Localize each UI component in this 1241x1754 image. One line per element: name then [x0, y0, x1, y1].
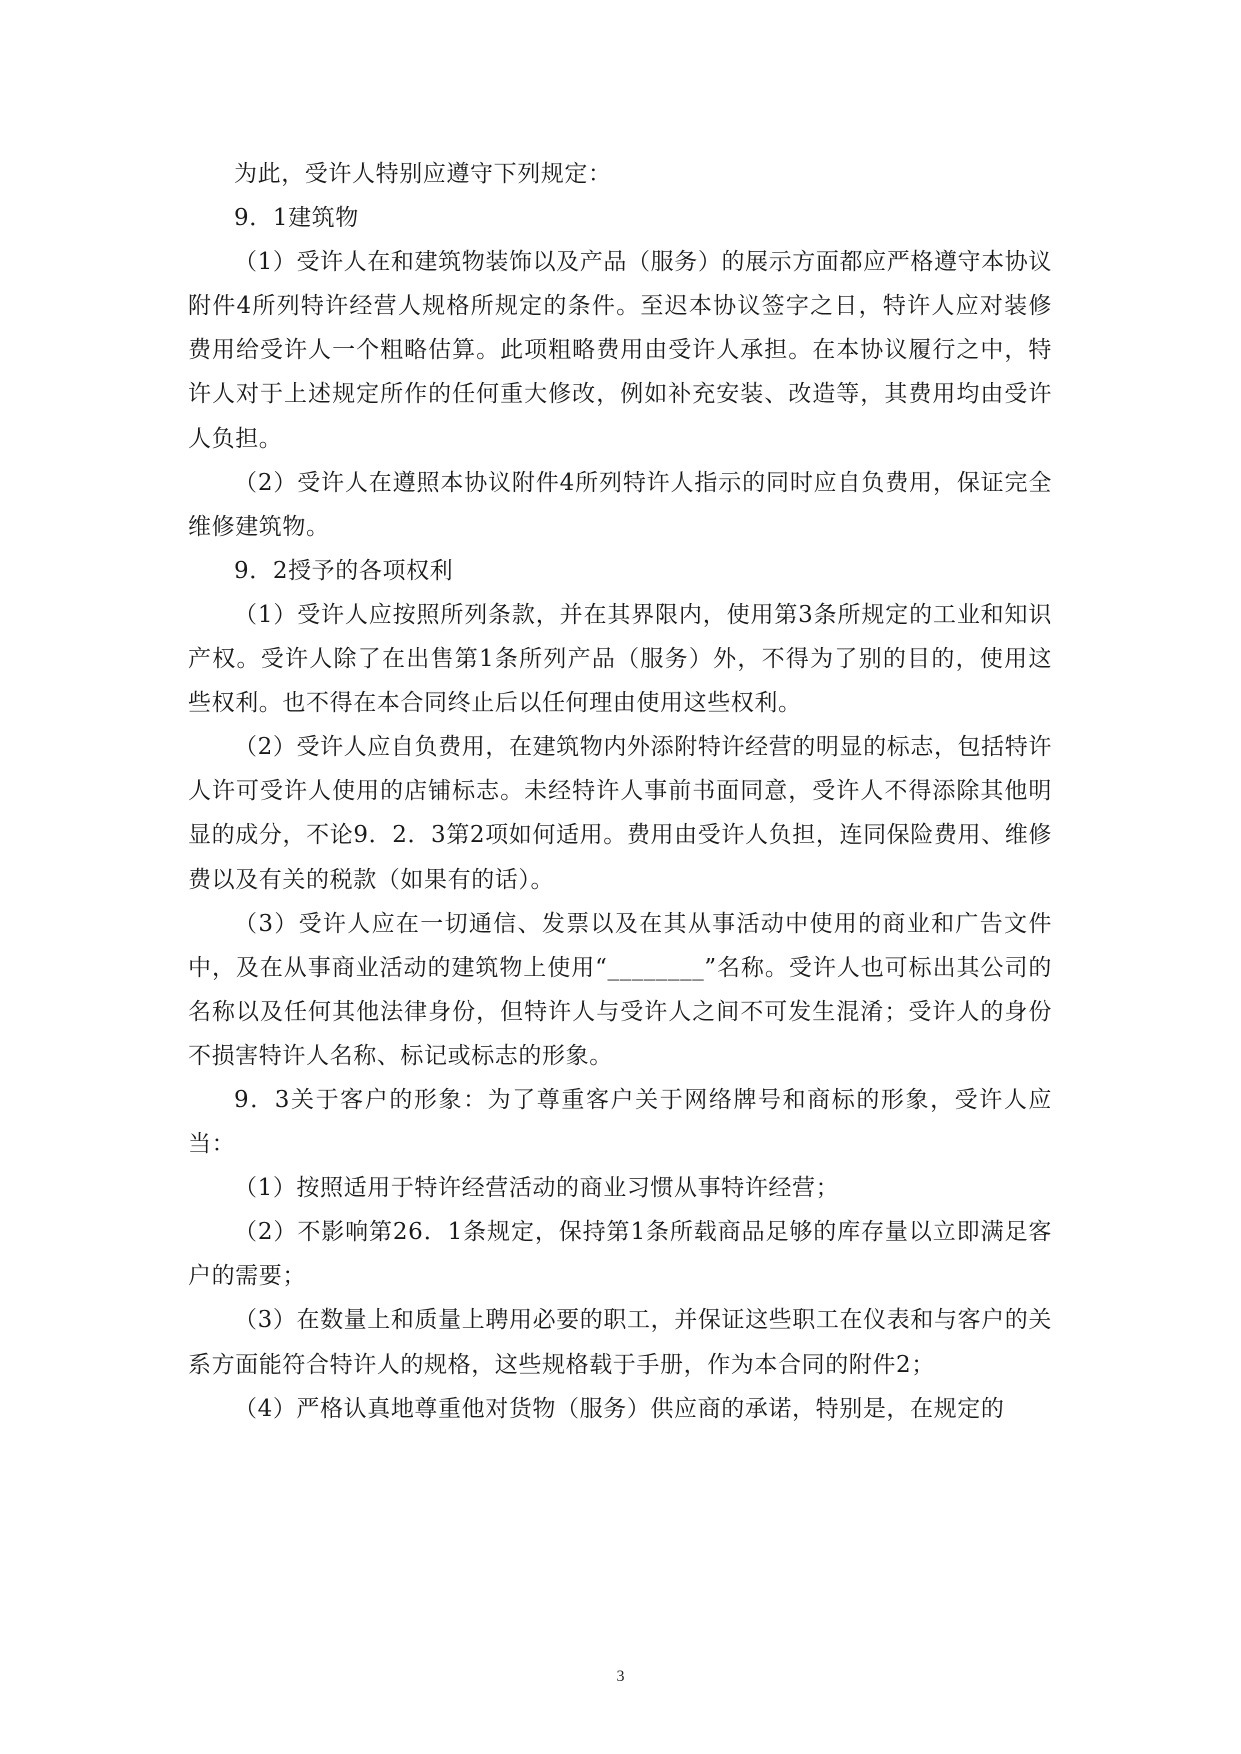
paragraph: （1）按照适用于特许经营活动的商业习惯从事特许经营；	[234, 1175, 840, 1202]
paragraph: （4）严格认真地尊重他对货物（服务）供应商的承诺，特别是，在规定的	[234, 1395, 1005, 1422]
paragraph: （1）受许人在和建筑物装饰以及产品（服务）的展示方面都应严格遵守本协议附件4所列特许经营人规格所规定的条件。至迟本协议签字之日，特许人应对装修费用给受许人一个粗略估算。此项粗略费用由受许人承担。在本协议履行之中，特许人对于上述规定所作的任何重大修改，例如补充安装、改造等，其费用均由受许人负担。	[188, 249, 1052, 452]
section-heading-9-2: 9．2授予的各项权利	[234, 557, 454, 584]
paragraph: （2）不影响第26．1条规定，保持第1条所载商品足够的库存量以立即满足客户的需要；	[188, 1219, 1052, 1290]
paragraph: （2）受许人应自负费用，在建筑物内外添附特许经营的明显的标志，包括特许人许可受许人使用的店铺标志。未经特许人事前书面同意，受许人不得添除其他明显的成分，不论9．2．3第2项如何适用。费用由受许人负担，连同保险费用、维修费以及有关的税款（如果有的话）。	[188, 734, 1052, 893]
paragraph: 为此，受许人特别应遵守下列规定：	[234, 161, 612, 187]
paragraph: （3）在数量上和质量上聘用必要的职工，并保证这些职工在仪表和与客户的关系方面能符合特许人的规格，这些规格载于手册，作为本合同的附件2；	[188, 1307, 1052, 1378]
paragraph: （2）受许人在遵照本协议附件4所列特许人指示的同时应自负费用，保证完全维修建筑物。	[188, 469, 1052, 540]
paragraph: （1）受许人应按照所列条款，并在其界限内，使用第3条所规定的工业和知识产权。受许人除了在出售第1条所列产品（服务）外，不得为了别的目的，使用这些权利。也不得在本合同终止后以任何理由使用这些权利。	[188, 601, 1052, 717]
document-body	[188, 152, 1052, 1431]
section-heading-9-1: 9．1建筑物	[234, 205, 359, 232]
paragraph: （3）受许人应在一切通信、发票以及在其从事活动中使用的商业和广告文件中，及在从事商业活动的建筑物上使用“________”名称。受许人也可标出其公司的名称以及任何其他法律身份，但特许人与受许人之间不可发生混淆；受许人的身份不损害特许人名称、标记或标志的形象。	[188, 910, 1052, 1069]
section-heading-9-3: 9．3关于客户的形象：为了尊重客户关于网络牌号和商标的形象，受许人应当：	[188, 1086, 1052, 1158]
page-number: 3	[616, 1668, 625, 1685]
